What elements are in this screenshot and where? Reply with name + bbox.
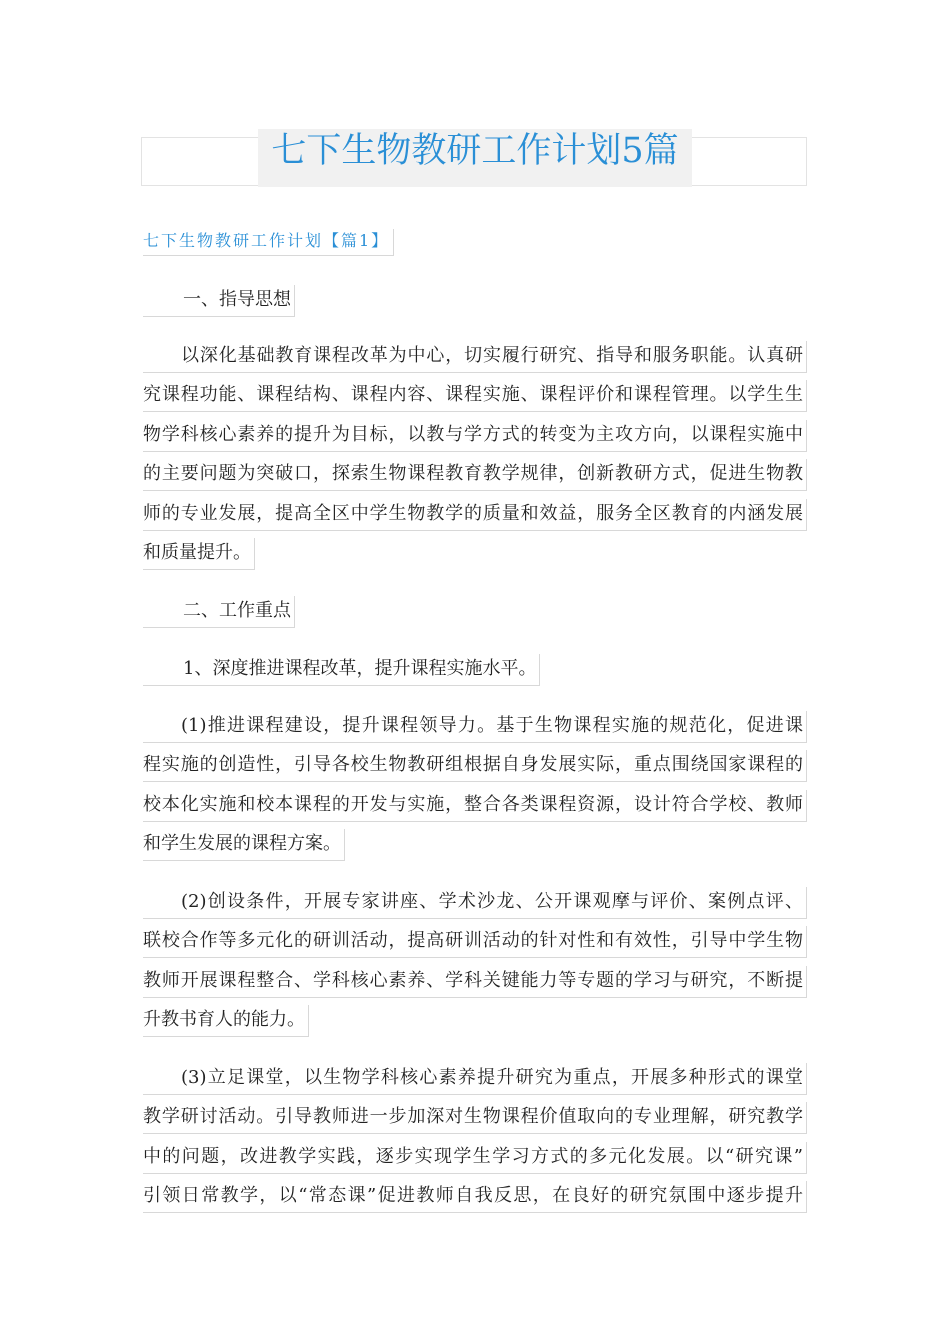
paragraph-line: (1)推进课程建设，提升课程领导力。基于生物课程实施的规范化，促进课 bbox=[143, 711, 807, 743]
document-title: 七下生物教研工作计划5篇 bbox=[258, 129, 692, 187]
paragraph-line: (3)立足课堂，以生物学科核心素养提升研究为重点，开展多种形式的课堂 bbox=[143, 1063, 807, 1095]
paragraph-line: 和质量提升。 bbox=[143, 538, 255, 570]
paragraph-line: 程实施的创造性，引导各校生物教研组根据自身发展实际，重点围绕国家课程的 bbox=[143, 750, 807, 782]
paragraph-line: 升教书育人的能力。 bbox=[143, 1005, 309, 1037]
paragraph-line: 教师开展课程整合、学科核心素养、学科关键能力等专题的学习与研究，不断提 bbox=[143, 966, 807, 998]
paragraph-line: 物学科核心素养的提升为目标，以教与学方式的转变为主攻方向，以课程实施中 bbox=[143, 420, 807, 452]
section-subtitle: 七下生物教研工作计划【篇1】 bbox=[143, 229, 394, 256]
paragraph-line: 校本化实施和校本课程的开发与实施，整合各类课程资源，设计符合学校、教师 bbox=[143, 790, 807, 822]
paragraph-line: 师的专业发展，提高全区中学生物教学的质量和效益，服务全区教育的内涵发展 bbox=[143, 499, 807, 531]
heading-work-focus: 二、工作重点 bbox=[143, 596, 295, 628]
paragraph-line: (2)创设条件，开展专家讲座、学术沙龙、公开课观摩与评价、案例点评、 bbox=[143, 887, 807, 919]
heading-guiding-ideology: 一、指导思想 bbox=[143, 285, 295, 317]
paragraph-line: 引领日常教学，以“常态课”促进教师自我反思，在良好的研究氛围中逐步提升 bbox=[143, 1181, 807, 1213]
paragraph-line: 究课程功能、课程结构、课程内容、课程实施、课程评价和课程管理。以学生生 bbox=[143, 380, 807, 412]
paragraph-line: 和学生发展的课程方案。 bbox=[143, 829, 345, 861]
paragraph-line: 的主要问题为突破口，探索生物课程教育教学规律，创新教研方式，促进生物教 bbox=[143, 459, 807, 491]
paragraph-line: 中的问题，改进教学实践，逐步实现学生学习方式的多元化发展。以“研究课” bbox=[143, 1142, 807, 1174]
paragraph-line: 联校合作等多元化的研训活动，提高研训活动的针对性和有效性，引导中学生物 bbox=[143, 926, 807, 958]
paragraph-line: 教学研讨活动。引导教师进一步加深对生物课程价值取向的专业理解，研究教学 bbox=[143, 1102, 807, 1134]
item-heading: 1、深度推进课程改革，提升课程实施水平。 bbox=[143, 654, 540, 686]
paragraph-line: 以深化基础教育课程改革为中心，切实履行研究、指导和服务职能。认真研 bbox=[143, 341, 807, 373]
